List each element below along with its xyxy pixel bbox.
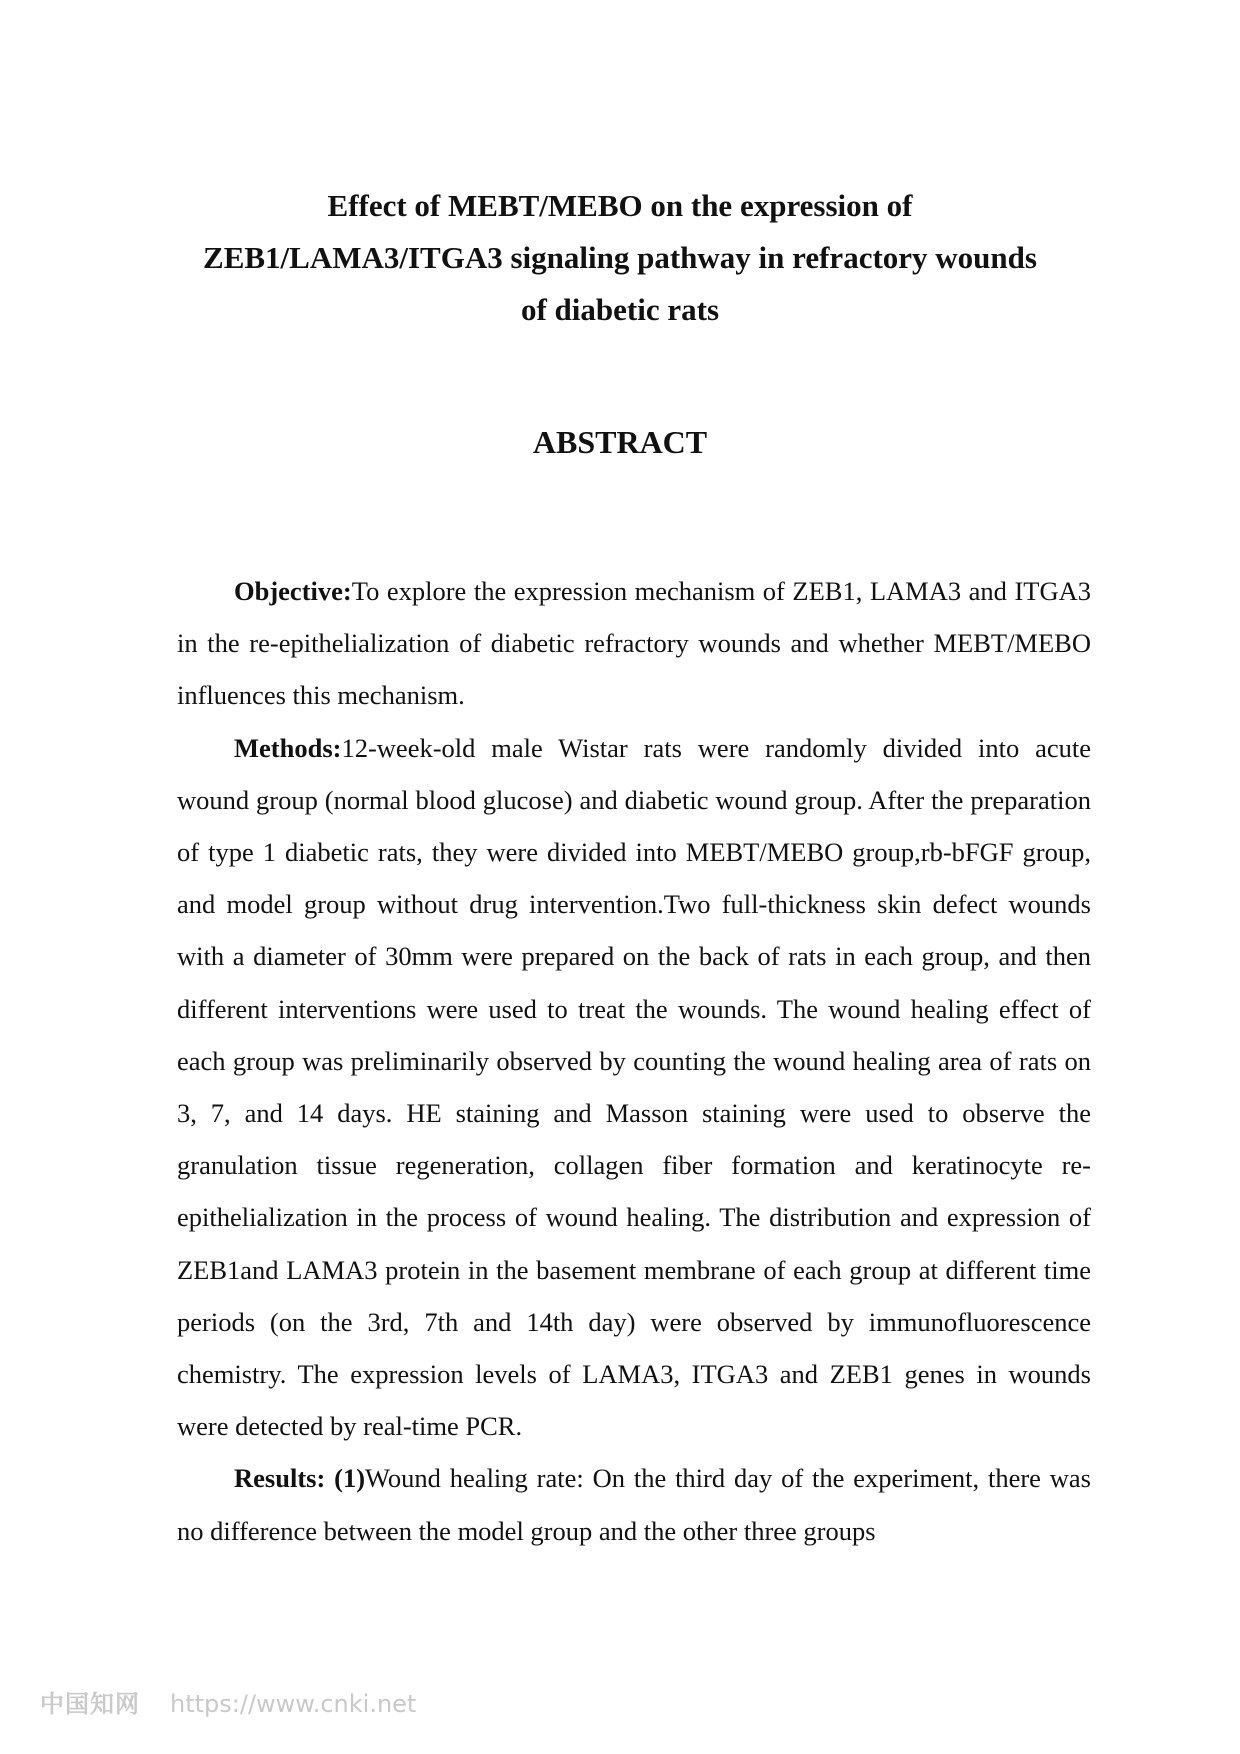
objective-label: Objective: xyxy=(234,576,352,606)
title-line-1: Effect of MEBT/MEBO on the expression of xyxy=(327,188,913,223)
abstract-body xyxy=(177,565,1091,1557)
title-line-2: ZEB1/LAMA3/ITGA3 signaling pathway in refractory wounds xyxy=(203,240,1037,275)
objective-text: To explore the expression mechanism of ZEB1, LAMA3 and ITGA3 in the re-epithelialization of diabetic refractory wounds and whether MEBT/MEBO influences this mechanism. xyxy=(177,576,1091,711)
title-line-3: of diabetic rats xyxy=(520,292,720,327)
results-label: Results: (1) xyxy=(234,1463,366,1494)
paper-title xyxy=(0,180,1240,336)
results-paragraph xyxy=(177,1452,1091,1556)
objective-paragraph xyxy=(177,565,1091,722)
cnki-url: https://www.cnki.net xyxy=(170,1690,417,1718)
abstract-heading: ABSTRACT xyxy=(532,424,708,460)
methods-paragraph xyxy=(177,722,1091,1453)
cnki-watermark xyxy=(40,1684,416,1719)
methods-text: 12-week-old male Wistar rats were randomly divided into acute wound group (normal blood glucose) and diabetic wound group. After the preparation of type 1 diabetic rats, they were divided into MEBT/MEBO group,rb-bFGF group, and model group without drug intervention.Two full-thickness skin defect wounds with a diameter of 30mm were prepared on the back of rats in each group, and then different interventions were used to treat the wounds. The wound healing effect of each group was preliminarily observed by counting the wound healing area of rats on 3, 7, and 14 days. HE staining and Masson staining were used to observe the granulation tissue regeneration, collagen fiber formation and keratinocyte re-epithelialization in the process of wound healing. The distribution and expression of ZEB1and LAMA3 protein in the basement membrane of each group at different time periods (on the 3rd, 7th and 14th day) were observed by immunofluorescence chemistry. The expression levels of LAMA3, ITGA3 and ZEB1 genes in wounds were detected by real-time PCR. xyxy=(177,732,1091,1442)
methods-label: Methods: xyxy=(234,732,342,763)
cnki-logo: 中国知网 xyxy=(40,1690,140,1718)
results-text: Wound healing rate: On the third day of the experiment, there was no difference between the model group and the other three groups xyxy=(177,1463,1091,1546)
